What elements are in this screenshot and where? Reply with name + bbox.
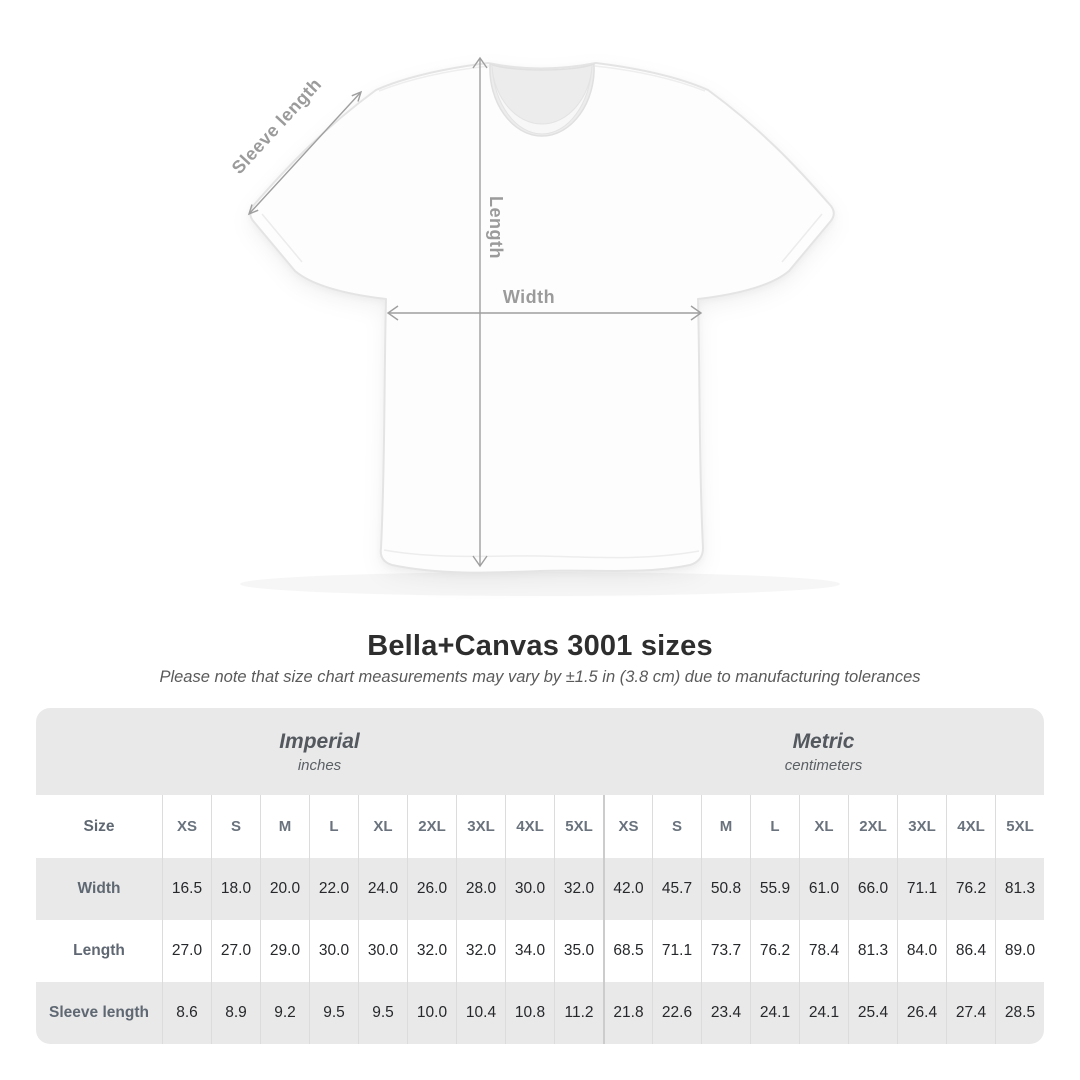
value-cell-metric: 27.4 — [946, 982, 995, 1044]
size-header-metric: 5XL — [995, 795, 1044, 858]
value-cell-imperial: 9.2 — [260, 982, 309, 1044]
value-cell-metric: 28.5 — [995, 982, 1044, 1044]
page-title: Bella+Canvas 3001 sizes — [367, 630, 713, 662]
tshirt-shadow — [240, 572, 840, 596]
size-header-imperial: 5XL — [554, 795, 603, 858]
value-cell-imperial: 35.0 — [554, 920, 603, 982]
tshirt-graphic — [250, 63, 834, 573]
size-header-metric: L — [750, 795, 799, 858]
value-cell-metric: 81.3 — [848, 920, 897, 982]
size-header-imperial: L — [309, 795, 358, 858]
size-header-metric: 2XL — [848, 795, 897, 858]
value-cell-imperial: 26.0 — [407, 858, 456, 920]
size-header-imperial: M — [260, 795, 309, 858]
value-cell-imperial: 30.0 — [309, 920, 358, 982]
imperial-sublabel: inches — [297, 756, 342, 774]
value-cell-metric: 81.3 — [995, 858, 1044, 920]
value-cell-imperial: 9.5 — [309, 982, 358, 1044]
size-header-metric: XS — [603, 795, 652, 858]
value-cell-metric: 78.4 — [799, 920, 848, 982]
value-cell-imperial: 16.5 — [162, 858, 211, 920]
value-cell-imperial: 10.0 — [407, 982, 456, 1044]
size-header-metric: 4XL — [946, 795, 995, 858]
row-label: Width — [36, 858, 162, 920]
value-cell-metric: 24.1 — [799, 982, 848, 1044]
size-table-grid — [36, 795, 1044, 1044]
size-header-imperial: XS — [162, 795, 211, 858]
value-cell-imperial: 27.0 — [162, 920, 211, 982]
value-cell-metric: 26.4 — [897, 982, 946, 1044]
row-label: Length — [73, 942, 125, 959]
row-label: Sleeve length — [36, 982, 162, 1044]
value-cell-metric: 71.1 — [652, 920, 701, 982]
value-cell-metric: 50.8 — [701, 858, 750, 920]
size-header-metric: XL — [799, 795, 848, 858]
size-header-metric: 3XL — [897, 795, 946, 858]
value-cell-metric: 42.0 — [603, 858, 652, 920]
size-header-metric: M — [701, 795, 750, 858]
value-cell-imperial: 9.5 — [358, 982, 407, 1044]
value-cell-imperial: 32.0 — [456, 920, 505, 982]
tolerance-note: Please note that size chart measurements may vary by ±1.5 in (3.8 cm) due to manufacturing tolerances — [159, 668, 921, 686]
value-cell-imperial: 11.2 — [554, 982, 603, 1044]
value-cell-metric: 89.0 — [995, 920, 1044, 982]
value-cell-metric: 24.1 — [750, 982, 799, 1044]
size-header-metric: S — [652, 795, 701, 858]
value-cell-metric: 45.7 — [652, 858, 701, 920]
value-cell-imperial: 10.8 — [505, 982, 554, 1044]
value-cell-metric: 84.0 — [897, 920, 946, 982]
value-cell-metric: 73.7 — [701, 920, 750, 982]
length-label: Length — [486, 196, 506, 259]
size-header-imperial: 4XL — [505, 795, 554, 858]
value-cell-imperial: 29.0 — [260, 920, 309, 982]
value-cell-metric: 23.4 — [701, 982, 750, 1044]
value-cell-metric: 21.8 — [603, 982, 652, 1044]
size-column-header: Size — [83, 817, 115, 835]
value-cell-imperial: 30.0 — [505, 858, 554, 920]
value-cell-metric: 86.4 — [946, 920, 995, 982]
size-header-imperial: S — [211, 795, 260, 858]
value-cell-metric: 55.9 — [750, 858, 799, 920]
value-cell-metric: 61.0 — [799, 858, 848, 920]
value-cell-metric: 71.1 — [897, 858, 946, 920]
value-cell-imperial: 27.0 — [211, 920, 260, 982]
width-label: Width — [502, 287, 556, 307]
size-table — [36, 708, 1044, 1044]
sleeve-length-label: Sleeve length — [227, 74, 326, 178]
value-cell-imperial: 34.0 — [505, 920, 554, 982]
size-header-imperial: 2XL — [407, 795, 456, 858]
value-cell-imperial: 18.0 — [211, 858, 260, 920]
value-cell-metric: 22.6 — [652, 982, 701, 1044]
unit-header-band — [36, 708, 1044, 795]
imperial-header — [36, 708, 603, 795]
value-cell-metric: 25.4 — [848, 982, 897, 1044]
imperial-label: Imperial — [279, 729, 360, 753]
value-cell-imperial: 10.4 — [456, 982, 505, 1044]
size-header-imperial: XL — [358, 795, 407, 858]
value-cell-imperial: 24.0 — [358, 858, 407, 920]
value-cell-metric: 76.2 — [946, 858, 995, 920]
value-cell-imperial: 32.0 — [407, 920, 456, 982]
metric-label: Metric — [792, 729, 855, 753]
value-cell-metric: 76.2 — [750, 920, 799, 982]
size-header-imperial: 3XL — [456, 795, 505, 858]
tshirt-body — [250, 63, 834, 573]
metric-sublabel: centimeters — [784, 756, 863, 774]
value-cell-metric: 66.0 — [848, 858, 897, 920]
value-cell-imperial: 30.0 — [358, 920, 407, 982]
value-cell-imperial: 8.6 — [162, 982, 211, 1044]
metric-header — [603, 708, 1044, 795]
value-cell-imperial: 32.0 — [554, 858, 603, 920]
value-cell-imperial: 8.9 — [211, 982, 260, 1044]
value-cell-imperial: 22.0 — [309, 858, 358, 920]
value-cell-metric: 68.5 — [603, 920, 652, 982]
value-cell-imperial: 20.0 — [260, 858, 309, 920]
value-cell-imperial: 28.0 — [456, 858, 505, 920]
